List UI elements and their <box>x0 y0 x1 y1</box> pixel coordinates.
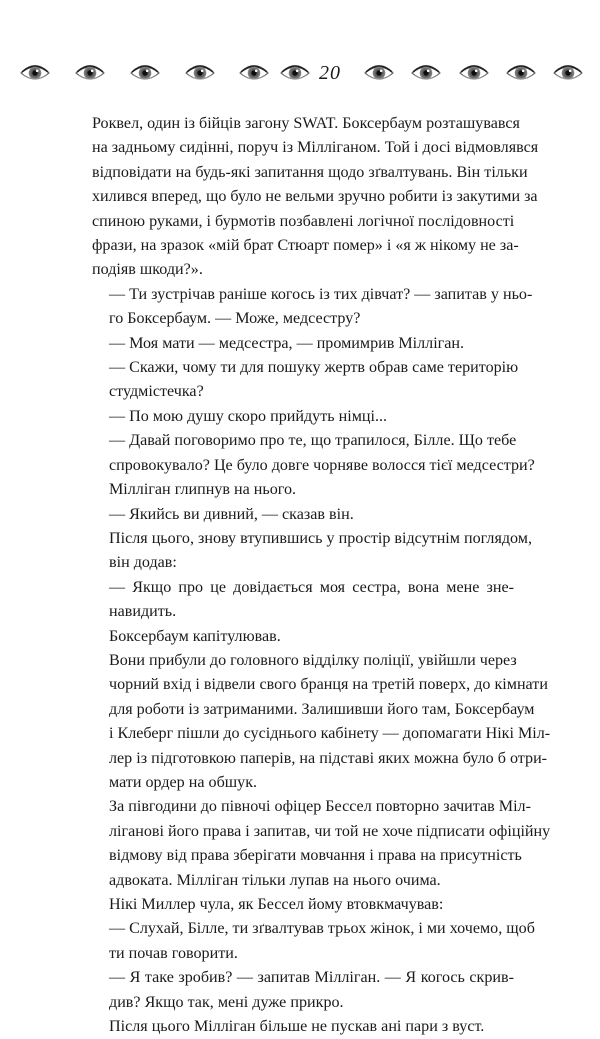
text-line: спиною руками, і бурмотів позбавлені логічної послідовності <box>92 212 515 230</box>
text-line: Після цього Мілліган більше не пускав ані пари з вуст. <box>109 1018 485 1036</box>
text-line: го Боксербаум. — Може, медсестру? <box>109 310 361 328</box>
text-line: — Слухай, Білле, ти зґвалтував трьох жінок, і ми хочемо, щоб <box>109 920 535 938</box>
text-line: — Давай поговоримо про те, що трапилося, Білле. Що тебе <box>109 432 517 450</box>
text-line: — По мою душу скоро прийдуть німці... <box>109 407 388 425</box>
paragraph <box>92 917 535 966</box>
text-line: спровокувало? Це було довге чорняве волосся тієї медсестри? <box>109 456 535 474</box>
text-line: — Якийсь ви дивний, — сказав він. <box>109 505 354 523</box>
paragraph <box>92 332 514 356</box>
text-line: — Ти зустрічав раніше когось із тих дівчат? — запитав у ньо- <box>109 285 533 303</box>
paragraph <box>92 429 535 478</box>
text-line: За півгодини до півночі офіцер Бессел повторно зачитав Міл- <box>109 798 531 816</box>
text-line: Вони прибули до головного відділку поліції, увійшли через <box>109 651 517 669</box>
eye-icon <box>459 62 489 84</box>
paragraph <box>92 625 514 649</box>
text-line: див? Якщо так, мені дуже прикро. <box>109 993 344 1011</box>
eye-icon <box>20 62 50 84</box>
text-line: лер із підготовкою паперів, на підставі яких можна було б отри- <box>109 749 548 767</box>
paragraph <box>92 527 532 576</box>
text-line: і Клеберг пішли до сусіднього кабінету — допомагати Нікі Міл- <box>109 725 551 743</box>
eye-icon <box>75 62 105 84</box>
text-line: ліганові його права і запитав, чи той не хоче підписати офіційну <box>109 822 551 840</box>
text-line: Нікі Миллер чула, як Бессел йому втовкмачував: <box>109 896 444 913</box>
eye-icon <box>185 62 215 84</box>
text-line: фрази, на зразок «мій брат Стюарт помер» і «я ж нікому не за- <box>92 237 519 255</box>
text-line: Боксербаум капітулював. <box>109 627 281 645</box>
paragraph <box>92 405 514 429</box>
paragraph <box>92 356 519 405</box>
eye-icon <box>364 62 394 84</box>
text-line: — Я таке зробив? — запитав Мілліган. — Я когось скрив- <box>109 969 514 987</box>
paragraph <box>92 893 514 917</box>
paragraph <box>92 576 514 625</box>
eye-icon <box>411 62 441 84</box>
running-header <box>18 58 582 88</box>
text-line: Після цього, знову втупившись у простір відсутнім поглядом, <box>109 529 532 547</box>
eye-icon <box>553 62 583 84</box>
body-text <box>92 112 551 1039</box>
text-line: Роквел, один із бійців загону SWAT. Боксербаум розташувався <box>92 115 520 132</box>
paragraph <box>92 1015 514 1039</box>
text-line: — Скажи, чому ти для пошуку жертв обрав саме територію <box>109 359 519 377</box>
text-line: чорний вхід і відвели свого бранця на третій поверх, до кімнати <box>109 676 548 694</box>
paragraph <box>92 112 539 283</box>
text-line: — Моя мати — медсестра, — промимрив Мілліган. <box>109 334 465 352</box>
paragraph <box>92 478 514 502</box>
text-line: відмову від права зберігати мовчання і права на присутність <box>109 847 522 865</box>
text-line: Мілліган глипнув на нього. <box>109 481 297 499</box>
page-number: 20 <box>319 62 341 84</box>
text-line: хилився вперед, що було не вельми зручно робити із закутими за <box>92 188 538 206</box>
paragraph <box>92 795 551 893</box>
text-line: ти почав говорити. <box>109 944 238 962</box>
eye-icon <box>130 62 160 84</box>
text-line: — Якщо про це довідається моя сестра, вона мене зне- <box>109 578 514 596</box>
text-line: адвоката. Мілліган тільки лупав на нього очима. <box>109 871 441 889</box>
text-line: відповідати на будь-які запитання щодо зґвалтувань. Він тільки <box>92 163 528 181</box>
text-line: студмістечка? <box>109 383 204 401</box>
text-line: подіяв шкоди?». <box>92 261 203 279</box>
text-line: навидить. <box>109 603 177 621</box>
paragraph <box>92 503 514 527</box>
text-line: на задньому сидінні, поруч із Мілліганом. Той і досі відмовлявся <box>92 139 539 157</box>
paragraph <box>92 649 551 795</box>
eye-icon <box>506 62 536 84</box>
eye-icon <box>239 62 269 84</box>
text-line: для роботи із затриманими. Залишивши його там, Боксербаум <box>109 700 535 718</box>
paragraph <box>92 966 514 1015</box>
paragraph <box>92 283 533 332</box>
text-line: мати ордер на обшук. <box>109 773 258 791</box>
text-line: він додав: <box>109 554 177 572</box>
